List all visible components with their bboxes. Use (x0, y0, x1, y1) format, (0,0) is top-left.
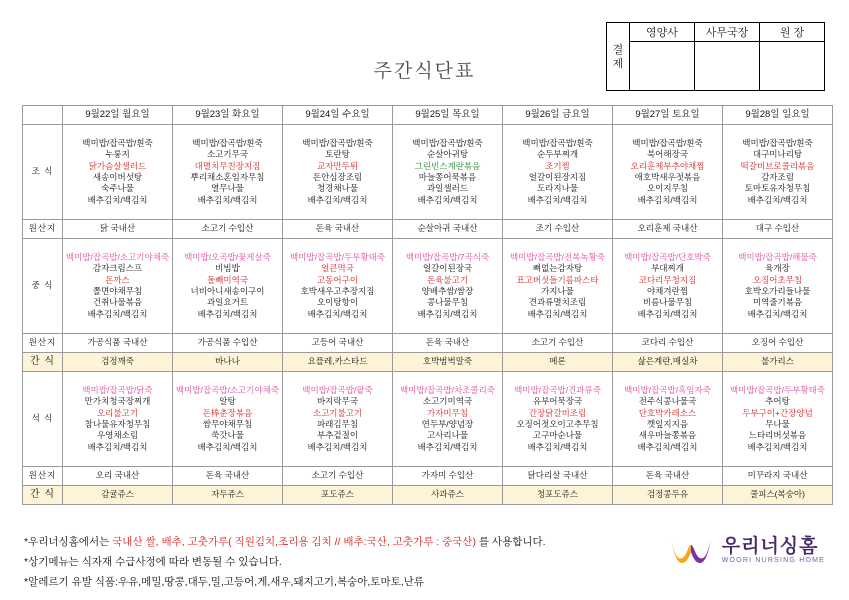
menu-item: 배추김치/백김치 (747, 194, 808, 205)
menu-item: 코다리무청지짐 (638, 274, 697, 285)
menu-item: 토마토유자청무침 (744, 183, 811, 194)
menu-item: 백미밥/잡곡밥/닭죽 (82, 384, 153, 395)
menu-item: 배추김치/백김치 (527, 308, 588, 319)
menu-item: 깻잎지지음 (646, 419, 689, 429)
menu-item: 오징어젓오이고추무침 (516, 419, 599, 429)
origin-cell-3-4: 소고기 수입산 (503, 334, 613, 353)
origin-cell-3-3: 돈육 국내산 (393, 334, 503, 353)
row-label-3: 원산지 (23, 334, 63, 353)
logo-subname: WOORI NURSING HOME (721, 557, 825, 565)
menu-item: 전주식콩나물국 (638, 396, 697, 407)
row-label-7: 간 식 (23, 486, 63, 505)
menu-item: 배추김치/백김치 (637, 194, 698, 205)
menu-item: 돌빼미역국 (206, 274, 249, 285)
origin-cell-1-5: 오리훈제 국내산 (613, 220, 723, 239)
day-header-0: 9월22일 월요일 (63, 106, 173, 125)
meal-cell-0-3 (393, 125, 503, 220)
snack-cell-7-2: 포도쥬스 (283, 486, 393, 505)
menu-item: 대구미나리탕 (752, 149, 803, 160)
menu-row-0 (23, 125, 833, 220)
menu-item: 마늘쫑어묵볶음 (418, 172, 477, 182)
approval-header-0: 영양사 (630, 23, 695, 42)
footer-notes (24, 532, 546, 592)
origin-cell-6-5: 돈육 국내산 (613, 467, 723, 486)
menu-item: 백미밥/잡곡밥/흰죽 (522, 137, 593, 148)
menu-item: 백미밥/잡곡밥/흰죽 (192, 137, 263, 148)
menu-item: 고구마순나물 (532, 430, 583, 441)
meal-cell-0-0 (63, 125, 173, 220)
snack-cell-7-6: 쿨피스(복숭아) (723, 486, 833, 505)
note-0-pre: *우리너싱홈에서는 (24, 536, 113, 548)
menu-item: 배추김치/백김치 (197, 441, 258, 452)
menu-item: 누룽지 (105, 149, 130, 160)
logo-name: 우리너싱홈 (721, 536, 819, 558)
menu-item: 느타리버섯볶음 (748, 430, 807, 441)
menu-item: 얼갈이된장국 (422, 263, 473, 274)
day-header-4: 9월26일 금요일 (503, 106, 613, 125)
menu-item: 백미밥/잡곡밥/소고기야채죽 (175, 384, 280, 395)
menu-item: 쫄면야채무침 (92, 286, 143, 296)
origin-cell-6-1: 돈육 국내산 (173, 467, 283, 486)
snack-cell-7-1: 자두쥬스 (173, 486, 283, 505)
day-header-6: 9월28일 일요일 (723, 106, 833, 125)
menu-item: 토란탕 (325, 149, 350, 160)
menu-item: 백미밥/잡곡밥/흰죽 (632, 137, 703, 148)
meal-cell-5-5 (613, 372, 723, 467)
menu-item: 오이탕항이 (316, 297, 359, 308)
menu-item: 오리훈제부추야채찜 (630, 160, 705, 171)
menu-item: 비빔밥 (215, 263, 240, 274)
menu-item: 청경채나물 (316, 183, 359, 194)
row-label-5: 석 식 (23, 372, 63, 467)
row-label-4: 간 식 (23, 353, 63, 372)
table-corner-cell (23, 106, 63, 125)
menu-item: 오징어초무침 (752, 274, 803, 285)
menu-item: 간장닭갈비조림 (528, 407, 587, 418)
menu-item: 배추김치/백김치 (527, 441, 588, 452)
meal-cell-2-2 (283, 239, 393, 334)
menu-item: 야채겨란찜 (646, 286, 689, 296)
menu-item: 바지락무국 (316, 396, 359, 407)
meal-cell-2-1 (173, 239, 283, 334)
menu-item: 새송이버섯탕 (92, 172, 143, 182)
snack-cell-4-4: 메론 (503, 353, 613, 372)
menu-item: 백미밥/잡곡밥/흰죽 (412, 137, 483, 148)
menu-item: 백미밥/잡곡밥/소고기야채죽 (65, 251, 170, 262)
snack-cell-4-5: 삶은계란,매실차 (613, 353, 723, 372)
day-header-5: 9월27일 토요일 (613, 106, 723, 125)
menu-item: 배추김치/백김치 (307, 441, 368, 452)
menu-item: 오이지무침 (646, 183, 689, 194)
menu-item: 우영채소림 (96, 430, 139, 441)
menu-item: 백미밥/잡곡밥/흑임자죽 (624, 384, 711, 395)
menu-item: 건취나물볶음 (92, 297, 143, 308)
menu-item: 교자만두튀 (316, 160, 359, 171)
origin-cell-3-6: 오징어 수입산 (723, 334, 833, 353)
menu-item: 배추김치/백김치 (747, 308, 808, 319)
meal-cell-0-5 (613, 125, 723, 220)
menu-item: 표고버섯들기름파스타 (516, 274, 599, 285)
menu-item: 가자미무침 (426, 407, 469, 418)
menu-row-6 (23, 467, 833, 486)
snack-cell-7-5: 검정콩두유 (613, 486, 723, 505)
menu-item: 연두부/양념장 (421, 419, 474, 429)
menu-item: 뼈없는감자탕 (532, 263, 583, 274)
menu-item: 만가치청국장찌개 (84, 396, 151, 407)
meal-cell-2-5 (613, 239, 723, 334)
menu-item: 뿌리채소혼임자무침 (190, 172, 265, 182)
menu-item: 양배추쌈/쌈장 (421, 286, 474, 296)
meal-cell-2-4 (503, 239, 613, 334)
origin-cell-3-5: 코다리 수입산 (613, 334, 723, 353)
menu-item: 배추김치/백김치 (417, 308, 478, 319)
menu-item: 백미밥/잡곡밥/전복녹황죽 (509, 251, 606, 262)
origin-cell-3-1: 가공식품 수입산 (173, 334, 283, 353)
menu-item: 비름나물무침 (642, 297, 693, 308)
origin-cell-6-4: 닭다리살 국내산 (503, 467, 613, 486)
note-row-2 (24, 572, 546, 592)
note-row-0 (24, 532, 546, 552)
menu-item: 돈육불고기 (426, 274, 469, 285)
menu-item: 파래김무침 (316, 419, 359, 429)
origin-cell-3-0: 가공식품 국내산 (63, 334, 173, 353)
day-header-2: 9월24일 수요일 (283, 106, 393, 125)
meal-cell-0-6 (723, 125, 833, 220)
menu-row-5 (23, 372, 833, 467)
menu-item: 과일요거트 (206, 297, 249, 308)
meal-cell-5-1 (173, 372, 283, 467)
origin-cell-6-0: 오리 국내산 (63, 467, 173, 486)
menu-item: 배추김치/백김치 (87, 441, 148, 452)
menu-item: 배추김치/백김치 (637, 441, 698, 452)
origin-cell-1-0: 닭 국내산 (63, 220, 173, 239)
menu-item: 배추김치/백김치 (417, 194, 478, 205)
meal-cell-0-2 (283, 125, 393, 220)
menu-item: 배추김치/백김치 (87, 194, 148, 205)
menu-item: 백미밥/잡곡밥/차조콜리죽 (399, 384, 496, 395)
menu-item: 알탕 (219, 396, 236, 407)
snack-cell-4-0: 검정깨죽 (63, 353, 173, 372)
row-label-1: 원산지 (23, 220, 63, 239)
menu-item: 배추김치/백김치 (307, 194, 368, 205)
row-label-6: 원산지 (23, 467, 63, 486)
menu-item: 참나물유자청무침 (84, 419, 151, 429)
note-1-pre: *상기메뉴는 식자재 수급사정에 따라 변동될 수 있습니다. (24, 556, 282, 568)
snack-cell-4-2: 요플레,카스타드 (283, 353, 393, 372)
approval-label: 결 제 (607, 23, 630, 91)
menu-item: 백미밥/잡곡밥/단호박죽 (624, 251, 711, 262)
note-0-highlight: 국내산 쌀, 배추, 고춧가루( 직원김치,조리용 김치 // 배추:국산, 고춧가루 : 중국산) (112, 536, 476, 548)
approval-header-2: 원 장 (760, 23, 825, 42)
snack-cell-4-1: 바나나 (173, 353, 283, 372)
menu-item: 오리불고기 (96, 407, 139, 418)
menu-item: 소고기미역국 (422, 396, 473, 407)
meal-cell-0-4 (503, 125, 613, 220)
menu-item: 얼큰멱국 (321, 263, 354, 274)
menu-item: 백미밥/오곡밥/꽃게살죽 (184, 251, 271, 262)
menu-item: 배추김치/백김치 (747, 441, 808, 452)
organization-logo (668, 536, 825, 566)
menu-item: 얼갈이된장지짐 (528, 172, 587, 182)
menu-item: 소고기불고기 (312, 407, 363, 418)
menu-item: 무나물 (765, 419, 790, 429)
day-header-1: 9월23일 화요일 (173, 106, 283, 125)
menu-item: 감자조림 (761, 172, 794, 182)
menu-item: 쑥갓나물 (211, 430, 244, 441)
menu-item: 배추김치/백김치 (417, 441, 478, 452)
menu-item: 도라지나물 (536, 183, 579, 194)
menu-item: 애호박새우젓볶음 (634, 172, 701, 182)
page-title: 주간식단표 (373, 61, 476, 82)
menu-item: 순두부찌개 (536, 149, 579, 160)
menu-item: 견과류멸치조림 (528, 297, 587, 308)
menu-item: 떡갈비브로콜리볶음 (740, 160, 815, 171)
meal-cell-5-6 (723, 372, 833, 467)
menu-item: 쌈무야채무침 (202, 419, 253, 429)
menu-item: 돈棒춘장볶음 (202, 407, 253, 418)
menu-item: 콩나물무침 (426, 297, 469, 308)
menu-item: 가지나물 (541, 286, 574, 296)
menu-item: 단호박카레소스 (638, 407, 697, 418)
menu-item: 백미밥/잡곡밥/두부황태죽 (729, 384, 826, 395)
logo-mark-icon (668, 536, 714, 566)
menu-item: 백미밥/잡곡밥/7곡식죽 (405, 251, 490, 262)
menu-item: 돈안심장조림 (312, 172, 363, 182)
menu-header-row (23, 106, 833, 125)
meal-cell-2-3 (393, 239, 503, 334)
menu-item: 배추김치/백김치 (197, 194, 258, 205)
approval-header-1: 사무국장 (695, 23, 760, 42)
menu-item: 닭가슴살샐러드 (88, 160, 147, 171)
day-header-3: 9월25일 목요일 (393, 106, 503, 125)
meal-cell-0-1 (173, 125, 283, 220)
menu-item: 순살아귀탕 (426, 149, 469, 160)
menu-item: 부추겉절이 (316, 430, 359, 441)
snack-cell-7-0: 감귤쥬스 (63, 486, 173, 505)
menu-item: 돈까스 (105, 274, 130, 285)
menu-item: 과일샐러드 (426, 183, 469, 194)
menu-item: 두부구이+간장양념 (742, 407, 813, 418)
menu-item: 조기찜 (545, 160, 570, 171)
menu-row-7 (23, 486, 833, 505)
note-row-1 (24, 552, 546, 572)
menu-item: 백미밥/잡곡밥/팥죽 (302, 384, 373, 395)
menu-item: 북어해장국 (646, 149, 689, 160)
menu-item: 호박새우고추장지짐 (300, 286, 375, 296)
meal-cell-5-3 (393, 372, 503, 467)
menu-item: 배추김치/백김치 (307, 308, 368, 319)
menu-item: 새우마늘쫑볶음 (638, 430, 697, 441)
menu-row-2 (23, 239, 833, 334)
origin-cell-1-6: 대구 수입산 (723, 220, 833, 239)
origin-cell-1-3: 순살아귀 국내산 (393, 220, 503, 239)
menu-table (22, 105, 833, 505)
snack-cell-4-3: 호박범벅말죽 (393, 353, 503, 372)
menu-item: 열무나물 (211, 183, 244, 194)
origin-cell-6-3: 가자미 수입산 (393, 467, 503, 486)
menu-item: 유부어묵장국 (532, 396, 583, 407)
menu-item: 호박오가리들나물 (744, 286, 811, 296)
snack-cell-7-3: 사과쥬스 (393, 486, 503, 505)
meal-cell-5-0 (63, 372, 173, 467)
origin-cell-1-2: 돈육 국내산 (283, 220, 393, 239)
meal-cell-2-6 (723, 239, 833, 334)
row-label-2: 중 식 (23, 239, 63, 334)
menu-item: 육개장 (765, 263, 790, 274)
menu-item: 백미밥/잡곡밥/흰죽 (82, 137, 153, 148)
menu-item: 백미밥/잡곡밥/두부황태죽 (289, 251, 386, 262)
menu-item: 백미밥/잡곡밥/흰죽 (302, 137, 373, 148)
row-label-0: 조 식 (23, 125, 63, 220)
menu-item: 배추김치/백김치 (87, 308, 148, 319)
meal-cell-5-2 (283, 372, 393, 467)
menu-item: 배추김치/백김치 (637, 308, 698, 319)
origin-cell-3-2: 고등어 국내산 (283, 334, 393, 353)
note-0-post: 를 사용합니다. (475, 536, 546, 548)
snack-cell-7-4: 청포도쥬스 (503, 486, 613, 505)
menu-item: 고사리나물 (426, 430, 469, 441)
origin-cell-1-4: 조기 수입산 (503, 220, 613, 239)
meal-cell-2-0 (63, 239, 173, 334)
menu-item: 백미밥/잡곡밥/해물죽 (738, 251, 817, 262)
menu-item: 그린빈스계란볶음 (414, 160, 481, 171)
menu-item: 고동어구이 (316, 274, 359, 285)
menu-item: 숙주나물 (101, 183, 134, 194)
menu-item: 배추김치/백김치 (197, 308, 258, 319)
menu-item: 백미밥/잡곡밥/흰죽 (742, 137, 813, 148)
snack-cell-4-6: 불가리스 (723, 353, 833, 372)
menu-item: 소고기무국 (206, 149, 249, 160)
origin-cell-1-1: 소고기 수입산 (173, 220, 283, 239)
note-2-pre: *알레르기 유발 식품:우유,메밀,땅콩,대두,밀,고등어,게,새우,돼지고기,복숭아,토마토,난류 (24, 576, 424, 588)
menu-item: 배추김치/백김치 (527, 194, 588, 205)
menu-item: 감자크림스프 (92, 263, 143, 274)
menu-row-4 (23, 353, 833, 372)
menu-item: 추어탕 (765, 396, 790, 407)
origin-cell-6-2: 소고기 수입산 (283, 467, 393, 486)
menu-item: 대멸치무친장지짐 (194, 160, 261, 171)
menu-row-1 (23, 220, 833, 239)
menu-item: 부대찌개 (651, 263, 684, 274)
menu-item: 미역줄기볶음 (752, 297, 803, 308)
meal-cell-5-4 (503, 372, 613, 467)
menu-item: 백미밥/잡곡밥/견과류죽 (514, 384, 601, 395)
origin-cell-6-6: 미꾸라지 국내산 (723, 467, 833, 486)
menu-item: 너비아니새송이구이 (190, 286, 265, 296)
menu-row-3 (23, 334, 833, 353)
